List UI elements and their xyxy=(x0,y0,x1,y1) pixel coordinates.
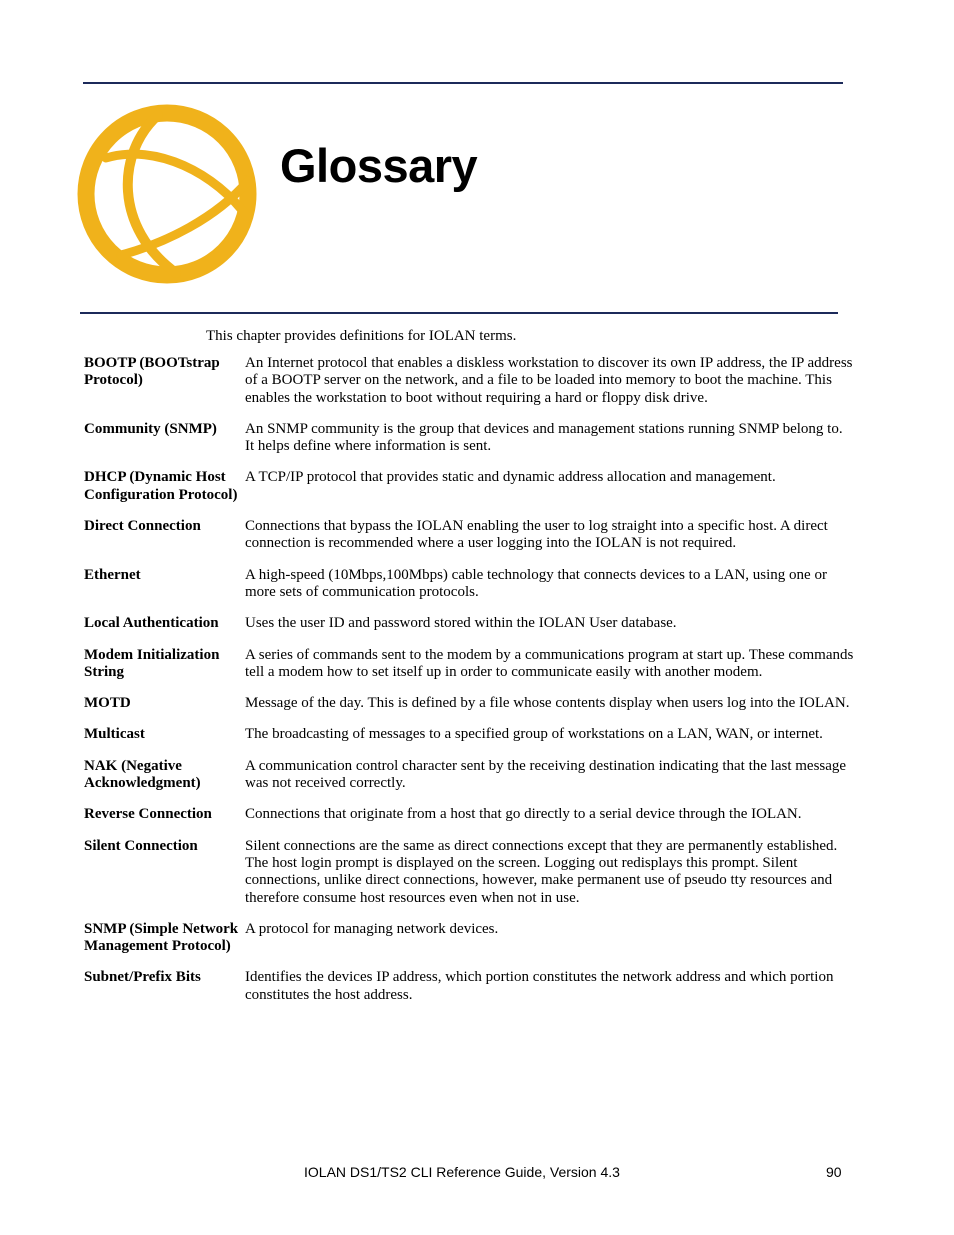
glossary-term: Modem Initialization String xyxy=(84,646,220,680)
glossary-term: Reverse Connection xyxy=(84,806,212,823)
glossary-entry xyxy=(84,806,854,823)
glossary-term: DHCP (Dynamic Host Configuration Protocol) xyxy=(84,469,238,503)
page-footer xyxy=(0,1164,954,1184)
glossary-term: Community (SNMP) xyxy=(84,420,217,437)
glossary-definition: Message of the day. This is defined by a file whose contents display when users log into the IOLAN. xyxy=(245,695,850,712)
glossary-definition: Connections that bypass the IOLAN enabling the user to log straight into a specific host. A direct connection is recommended where a user logging into the IOLAN is not required. xyxy=(245,518,828,552)
glossary-list xyxy=(84,355,854,1018)
page-title: Glossary xyxy=(280,139,478,192)
glossary-definition: Uses the user ID and password stored within the IOLAN User database. xyxy=(245,615,677,632)
title-divider xyxy=(80,312,838,314)
glossary-entry xyxy=(84,421,854,456)
glossary-term: NAK (Negative Acknowledgment) xyxy=(84,757,201,792)
glossary-definition: A communication control character sent by the receiving destination indicating that the last message was not received correctly. xyxy=(245,757,847,792)
glossary-definition: Connections that originate from a host that go directly to a serial device through the IOLAN. xyxy=(245,806,802,823)
glossary-term: Subnet/Prefix Bits xyxy=(84,969,201,986)
glossary-entry xyxy=(84,838,854,907)
intro-text: This chapter provides definitions for IOLAN terms. xyxy=(206,328,517,344)
glossary-definition: Identifies the devices IP address, which portion constitutes the network address and which portion constitutes the host address. xyxy=(245,969,834,1003)
glossary-term: Local Authentication xyxy=(84,615,219,632)
glossary-term: Ethernet xyxy=(84,566,141,583)
glossary-entry xyxy=(84,567,854,602)
glossary-entry xyxy=(84,518,854,553)
glossary-definition: A series of commands sent to the modem by a communications program at start up. These commands tell a modem how to set itself up in order to communicate easily with another modem. xyxy=(245,646,854,680)
glossary-entry xyxy=(84,758,854,793)
glossary-term: Multicast xyxy=(84,726,145,743)
glossary-term: Direct Connection xyxy=(84,518,201,535)
glossary-term: Silent Connection xyxy=(84,837,198,854)
glossary-entry xyxy=(84,355,854,407)
glossary-entry xyxy=(84,469,854,504)
glossary-definition: The broadcasting of messages to a specified group of workstations on a LAN, WAN, or internet. xyxy=(245,726,823,743)
top-rule xyxy=(83,82,843,84)
glossary-definition: A protocol for managing network devices. xyxy=(245,920,499,937)
glossary-definition: An SNMP community is the group that devices and management stations running SNMP belong to. It helps define where information is sent. xyxy=(245,420,843,455)
glossary-definition: An Internet protocol that enables a diskless workstation to discover its own IP address, the IP address of a BOOTP server on the network, and a file to be loaded into memory to boot the machine. This enables the workstation to boot without requiring a hard or floppy disk drive. xyxy=(245,355,853,406)
glossary-term: BOOTP (BOOTstrap Protocol) xyxy=(84,355,220,389)
footer-document-title: IOLAN DS1/TS2 CLI Reference Guide, Version 4.3 xyxy=(304,1164,620,1180)
glossary-entry xyxy=(84,647,854,682)
glossary-term: SNMP (Simple Network Management Protocol) xyxy=(84,920,239,955)
glossary-entry xyxy=(84,921,854,956)
glossary-entry xyxy=(84,969,854,1004)
glossary-entry xyxy=(84,726,854,743)
glossary-definition: Silent connections are the same as direct connections except that they are permanently established. The host login prompt is displayed on the screen. Logging out redisplays this prompt. Silent connections, unlike direct connections, however, make permanent use of pseudo tty resources and therefore consume host resources even when not in use. xyxy=(245,837,838,906)
glossary-entry xyxy=(84,615,854,632)
footer-page-number: 90 xyxy=(826,1164,842,1180)
glossary-definition: A TCP/IP protocol that provides static and dynamic address allocation and management. xyxy=(245,469,776,486)
glossary-term: MOTD xyxy=(84,695,131,712)
perle-globe-logo-icon xyxy=(76,103,258,285)
glossary-entry xyxy=(84,695,854,712)
glossary-definition: A high-speed (10Mbps,100Mbps) cable technology that connects devices to a LAN, using one or more sets of communication protocols. xyxy=(245,566,827,600)
